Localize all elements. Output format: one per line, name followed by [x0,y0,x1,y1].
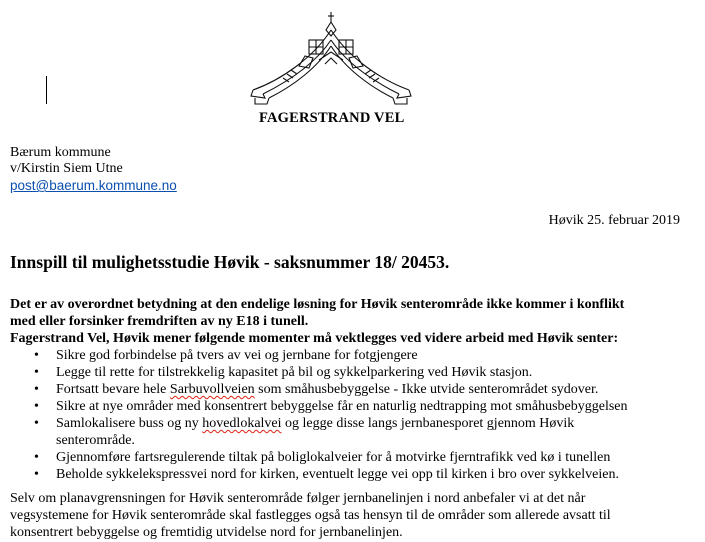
list-item-text: Sikre god forbindelse på tvers av vei og jernbane for fotgjengere [56,348,418,363]
list-item [10,381,700,398]
bullet-icon: • [34,450,39,465]
bullet-list [10,347,700,483]
text-cursor [46,76,47,104]
fagerstrand-vel-logo [247,10,415,108]
closing-paragraph [10,490,700,541]
spellcheck-flagged-word[interactable]: hovedlokalvei [202,416,282,431]
list-item-text: som småhusbebyggelse - Ikke utvide senterområdet sydover. [254,382,599,397]
closing-line-2: vegsystemene for Høvik senterområde skal fastlegges også tas hensyn til de områder som allerede avsatt til [10,508,611,523]
bullet-icon: • [34,382,39,397]
bullet-icon: • [34,416,39,431]
list-item-text: Fortsatt bevare hele [56,382,170,397]
list-item [10,415,700,449]
document-heading: Innspill til mulighetsstudie Høvik - saksnummer 18/ 20453. [10,252,450,272]
list-item-text: og legge disse langs jernbanesporet gjennom Høvik [281,416,575,431]
closing-line-3: konsentrert bebyggelse og fremtidig utvidelse nord for jernbanelinjen. [10,525,403,540]
recipient-attention: v/Kirstin Siem Utne [10,161,123,176]
bullet-icon: • [34,467,39,482]
date-line: Høvik 25. februar 2019 [548,213,680,228]
list-item-text: Sikre at nye områder med konsentrert bebyggelse får en naturlig nedtrapping mot småhusbebyggelsen [56,399,628,414]
intro-line-2: med eller forsinker fremdriften av ny E18 i tunell. [10,314,309,329]
list-item-text: senterområde. [56,433,135,448]
intro-block [10,296,700,347]
list-item [10,449,700,466]
bullet-icon: • [34,348,39,363]
list-item-text: Samlokalisere buss og ny [56,416,203,431]
list-item [10,466,700,483]
list-item [10,364,700,381]
intro-paragraph-2: Fagerstrand Vel, Høvik mener følgende momenter må vektlegges ved videre arbeid med Høvik senter: [10,331,619,346]
spellcheck-flagged-word[interactable]: Sarbuvollveien [169,382,255,397]
list-item [10,347,700,364]
closing-line-1: Selv om planavgrensningen for Høvik senterområde følger jernbanelinjen i nord anbefaler vi at det når [10,491,586,506]
organization-name: FAGERSTRAND VEL [259,110,405,126]
list-item-text: Gjennomføre fartsregulerende tiltak på boliglokalveier for å motvirke fjerntrafikk ved kø i tunellen [56,450,611,465]
list-item-text: Beholde sykkelekspressvei nord for kirken, eventuelt legge vei opp til kirken i bro over sykkelveien. [56,467,619,482]
recipient-email-link[interactable]: post@baerum.kommune.no [10,178,177,193]
list-item [10,398,700,415]
bullet-icon: • [34,365,39,380]
list-item-text: Legge til rette for tilstrekkelig kapasitet på bil og sykkelparkering ved Høvik stasjon. [56,365,533,380]
recipient-name: Bærum kommune [10,145,111,160]
bullet-icon: • [34,399,39,414]
intro-line-1: Det er av overordnet betydning at den endelige løsning for Høvik senterområde ikke kommer i konflikt [10,297,625,312]
